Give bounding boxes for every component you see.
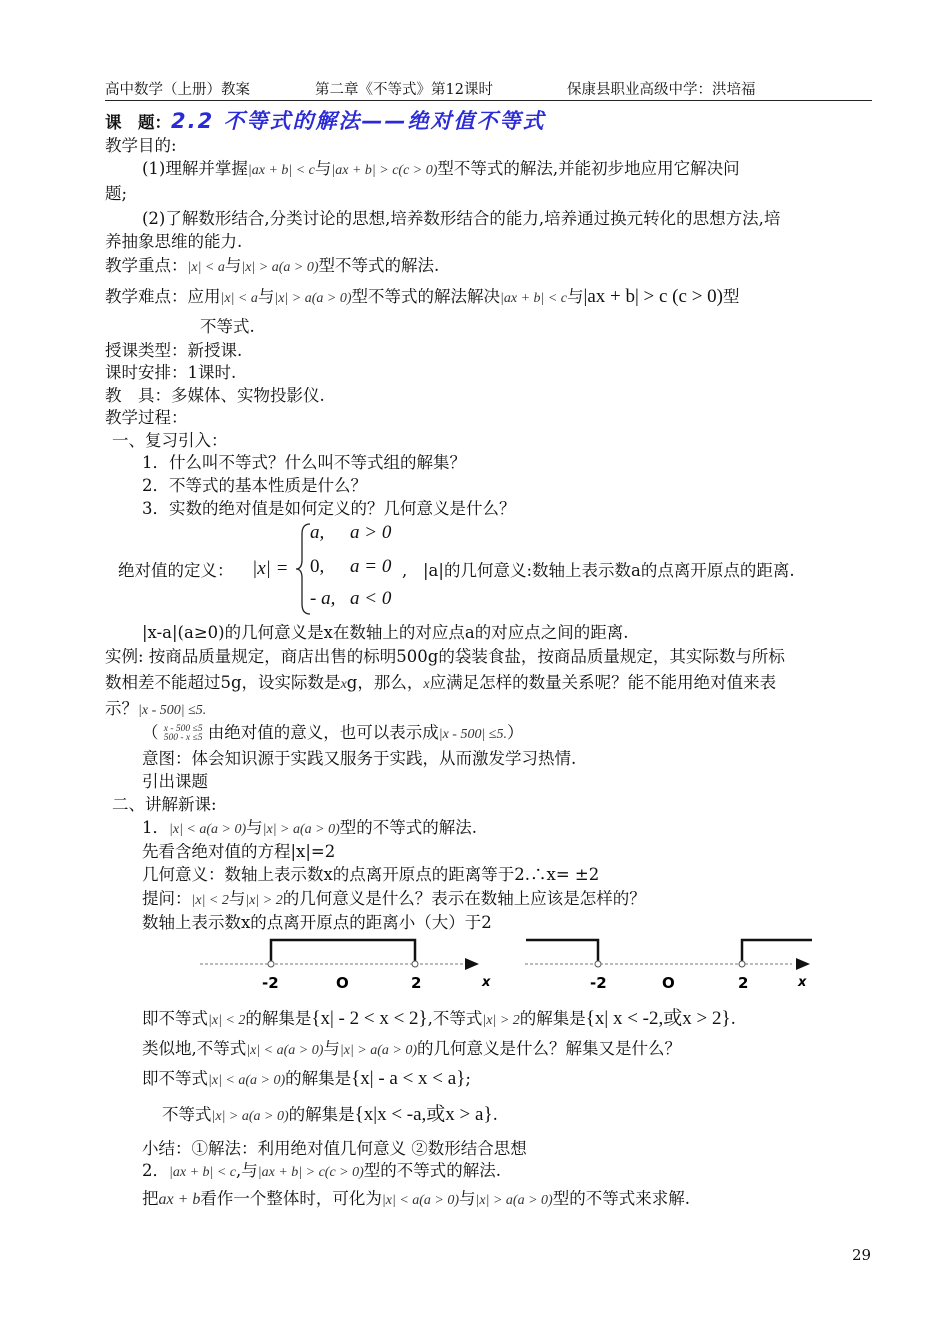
review-q3: 3．实数的绝对值是如何定义的？几何意义是什么？	[142, 499, 516, 518]
summary-line: 小结：①解法：利用绝对值几何意义 ②数形结合思想	[142, 1139, 527, 1158]
piecewise-cases: a, a > 0 0, a = 0 - a, a < 0	[310, 522, 392, 609]
page-number: 29	[852, 1246, 872, 1264]
axis-arrow	[465, 958, 479, 970]
distance-line: 数轴上表示数x的点离开原点的距离小（大）于2	[142, 913, 492, 932]
lesson-type: 授课类型：新授课.	[105, 341, 243, 360]
tick-label-2: 2	[411, 974, 422, 992]
objective-2: (2)了解数形结合,分类讨论的思想,培养数形结合的能力,培养通过换元转化的思想方法,培	[142, 209, 781, 228]
solution-line-1: 即不等式|x| < 2的解集是{x| - 2 < x < 2},不等式|x| > 2的解集是{x| x < -2,或x > 2}.	[142, 1008, 736, 1029]
header-right: 保康县职业高级中学：洪培福	[567, 82, 756, 98]
process-heading: 教学过程：	[105, 408, 188, 427]
title-label: 课 题：	[105, 113, 171, 132]
objective-1-cont: 题;	[105, 184, 128, 203]
geometric-meaning: 几何意义：数轴上表示数x的点离开原点的距离等于2.∴x= ±2	[142, 865, 600, 884]
example-line-4: （ x - 500 ≤5 500 - x ≤5 由绝对值的意义，也可以表示成|x - 500| ≤5.）	[142, 723, 524, 743]
equation-line: 先看含绝对值的方程|x|=2	[142, 842, 336, 861]
final-line: 把ax + b看作一个整体时，可化为|x| < a(a > 0)与|x| > a(a > 0)型的不等式来求解.	[142, 1189, 690, 1208]
difficulty: 教学难点：应用|x| < a与|x| > a(a > 0)型不等式的解法解决|ax + b| < c与|ax + b| > c (c > 0)型	[105, 286, 740, 307]
xa-meaning: |x-a|(a≥0)的几何意义是x在数轴上的对应点a的对应点之间的距离.	[142, 623, 629, 642]
section-1-title: 1．|x| < a(a > 0)与|x| > a(a > 0)型的不等式的解法.	[142, 818, 478, 837]
tick-label-origin: O	[662, 974, 675, 992]
similar-line: 类似地,不等式|x| < a(a > 0)与|x| > a(a > 0)的几何意义是什么？解集又是什么？	[142, 1039, 682, 1058]
inequality-system: x - 500 ≤5 500 - x ≤5	[163, 723, 203, 743]
difficulty-cont: 不等式.	[200, 317, 255, 336]
axis-label-x: x	[798, 975, 807, 990]
abs-def-label: 绝对值的定义：	[118, 561, 234, 580]
example-line-3: 示？|x - 500| ≤5.	[105, 699, 207, 718]
solution-line-2: 即不等式|x| < a(a > 0)的解集是{x| - a < x < a};	[142, 1068, 471, 1089]
schedule: 课时安排：1课时.	[105, 363, 237, 382]
title-text: 2.2 不等式的解法——绝对值不等式	[171, 109, 546, 133]
abs-def-lhs: |x| =	[252, 558, 289, 579]
tools: 教 具：多媒体、实物投影仪.	[105, 386, 325, 405]
intent: 意图：体会知识源于实践又服务于实践，从而激发学习热情.	[142, 749, 577, 768]
number-line-outside	[520, 934, 830, 996]
review-heading: 一、复习引入：	[112, 431, 228, 450]
review-q2: 2．不等式的基本性质是什么？	[142, 476, 367, 495]
endpoint-right	[412, 961, 418, 967]
section-2-title: 2．|ax + b| < c,与|ax + b| > c(c > 0)型的不等式的解法.	[142, 1161, 502, 1180]
abs-def-comma: ,	[402, 561, 408, 580]
objective-1: (1)理解并掌握|ax + b| < c与|ax + b| > c(c > 0)型不等式的解法,并能初步地应用它解决问	[142, 159, 740, 178]
example-line-1: 实例: 按商品质量规定，商店出售的标明500g的袋装食盐，按商品质量规定，其实际数与所标	[105, 647, 785, 666]
review-q1: 1．什么叫不等式？什么叫不等式组的解集？	[142, 453, 466, 472]
header-center: 第二章《不等式》第12课时	[315, 82, 493, 98]
tick-label-neg2: -2	[590, 974, 607, 992]
lead-in: 引出课题	[142, 772, 208, 791]
new-lesson-heading: 二、讲解新课:	[112, 795, 217, 814]
tick-label-origin: O	[336, 974, 349, 992]
example-line-2: 数相差不能超过5g，设实际数是xg，那么，x应满足怎样的数量关系呢？能不能用绝对值来表	[105, 673, 777, 692]
endpoint-right	[739, 961, 745, 967]
tick-label-neg2: -2	[262, 974, 279, 992]
endpoint-left	[268, 961, 274, 967]
endpoint-left	[595, 961, 601, 967]
page-header	[105, 78, 872, 101]
objectives-heading: 教学目的:	[105, 136, 177, 155]
axis-arrow	[796, 958, 810, 970]
header-left: 高中数学（上册）教案	[105, 82, 250, 98]
left-ray-bracket	[526, 940, 598, 964]
number-line-inside	[195, 934, 505, 996]
lesson-title	[105, 110, 546, 134]
key-point: 教学重点：|x| < a与|x| > a(a > 0)型不等式的解法.	[105, 256, 440, 275]
question-line: 提问：|x| < 2与|x| > 2的几何意义是什么？表示在数轴上应该是怎样的？	[142, 889, 646, 908]
axis-label-x: x	[482, 975, 491, 990]
objective-2-cont: 养抽象思维的能力.	[105, 232, 243, 251]
tick-label-2: 2	[738, 974, 749, 992]
interval-bracket	[271, 940, 415, 964]
solution-line-3: 不等式|x| > a(a > 0)的解集是{x|x < -a,或x > a}.	[162, 1104, 498, 1125]
abs-def-meaning: |a|的几何意义:数轴上表示数a的点离开原点的距离.	[423, 561, 795, 580]
